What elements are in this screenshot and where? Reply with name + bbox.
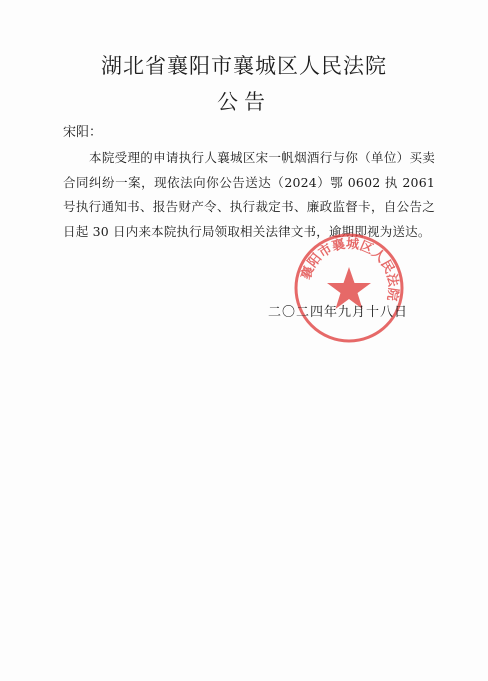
court-seal-stamp	[292, 231, 406, 345]
notice-body: 本院受理的申请执行人襄城区宋一帆烟酒行与你（单位）买卖合同纠纷一案，现依法向你公告送达（2024）鄂 0602 执 2061 号执行通知书、报告财产令、执行裁定书、廉政监督卡，自公告之日起 30 日内来本院执行局领取相关法律文书，逾期即视为送达。	[63, 150, 435, 239]
court-name-heading: 湖北省襄阳市襄城区人民法院	[101, 54, 387, 78]
signature-date: 二〇二四年九月十八日	[268, 305, 409, 320]
seal-text: 襄阳市襄城区人民法院	[298, 236, 401, 302]
document-type-heading: 公告	[217, 90, 271, 114]
addressee-line: 宋阳：	[63, 125, 103, 140]
